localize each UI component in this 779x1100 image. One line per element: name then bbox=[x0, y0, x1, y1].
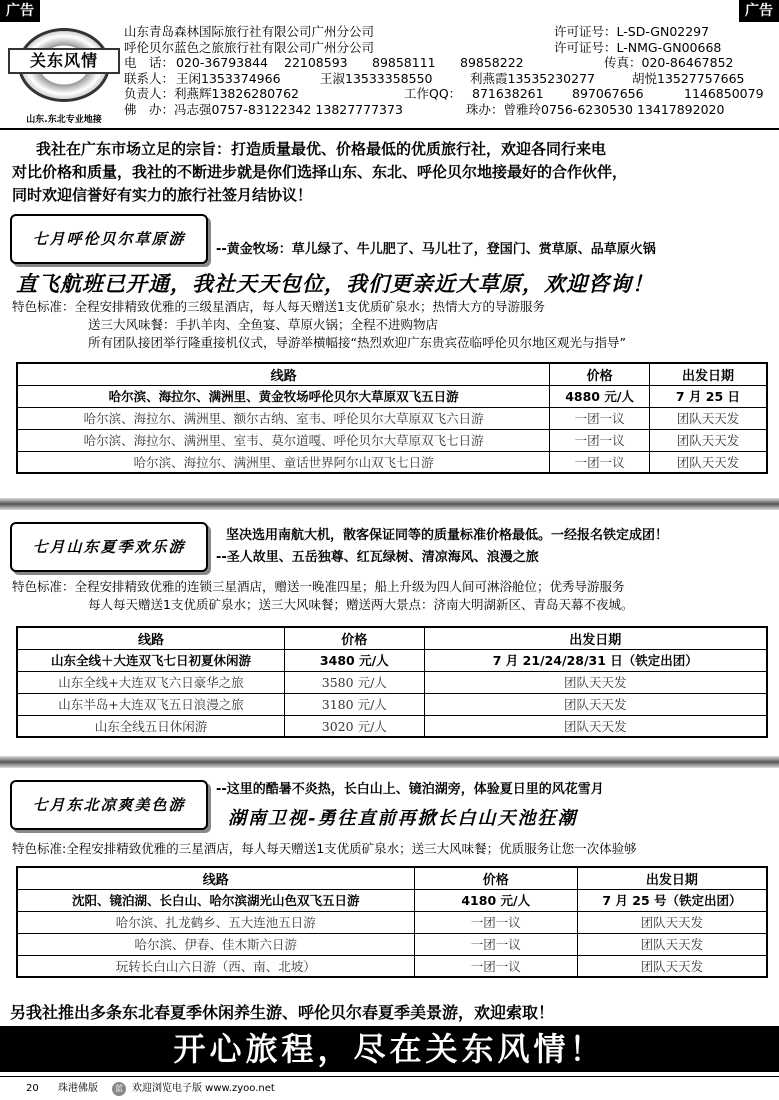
price-cell: 一团一议 bbox=[414, 955, 577, 977]
logo-name: 关东风情 bbox=[8, 48, 120, 74]
tour1-header-route: 线路 bbox=[17, 363, 550, 385]
price-cell: 一团一议 bbox=[414, 911, 577, 933]
intro-line-2: 对比价格和质量，我社的不断进步就是你们选择山东、东北、呼伦贝尔地接最好的合作伙伴， bbox=[12, 163, 628, 181]
tour1-feature-1: 特色标准：全程安排精致优雅的三级星酒店，每人每天赠送1支优质矿泉水；热情大方的导游服务 bbox=[12, 299, 545, 314]
tour1-banner: 七月呼伦贝尔草原游 bbox=[10, 214, 208, 264]
tour1-header-date: 出发日期 bbox=[649, 363, 767, 385]
qq-3: 1146850079 bbox=[684, 86, 764, 101]
tour2-tagline-1: 坚决选用南航大机，散客保证同等的质量标准价格最低。一经报名铁定成团！ bbox=[226, 528, 669, 543]
date-cell: 团队天天发 bbox=[424, 715, 767, 737]
contacts-label: 联系人： bbox=[124, 70, 175, 86]
table-row bbox=[17, 649, 767, 671]
price-cell: 3020 元/人 bbox=[285, 715, 425, 737]
table-row bbox=[17, 693, 767, 715]
price-cell: 4180 元/人 bbox=[414, 889, 577, 911]
date-cell: 7 月 21/24/28/31 日（铁定出团） bbox=[424, 649, 767, 671]
publication-name: 珠港佛版 bbox=[58, 1083, 98, 1094]
header bbox=[0, 22, 779, 130]
tour3-header-date: 出发日期 bbox=[577, 867, 767, 889]
tour1-feature-3: 所有团队接团举行隆重接机仪式，导游举横幅接“热烈欢迎广东贵宾莅临呼伦贝尔地区观光与指导” bbox=[88, 335, 626, 350]
website-link[interactable]: 欢迎浏览电子版 www.zyoo.net bbox=[132, 1083, 275, 1094]
tour1-tagline: --黄金牧场：草儿绿了、牛儿肥了、马儿壮了，登国门、赏草原、品草原火锅 bbox=[216, 242, 656, 257]
route-cell: 沈阳、镜泊湖、长白山、哈尔滨湖光山色双飞五日游 bbox=[17, 889, 414, 911]
tour3-header-route: 线路 bbox=[17, 867, 414, 889]
publication-badge: 蓝 bbox=[112, 1082, 126, 1096]
footer-note: 另我社推出多条东北春夏季休闲养生游、呼伦贝尔春夏季美景游，欢迎索取！ bbox=[10, 1003, 555, 1022]
phone-label: 电 话： bbox=[124, 55, 175, 70]
tour3-banner: 七月东北凉爽美色游 bbox=[10, 780, 208, 830]
route-cell: 哈尔滨、扎龙鹤乡、五大连池五日游 bbox=[17, 911, 414, 933]
phone-1: 020-36793844 bbox=[176, 55, 268, 70]
page-footer bbox=[0, 1076, 779, 1100]
date-cell: 团队天天发 bbox=[649, 451, 767, 473]
qq-1: 871638261 bbox=[472, 86, 544, 101]
table-row bbox=[17, 451, 767, 473]
price-cell: 一团一议 bbox=[550, 407, 650, 429]
license-2: 许可证号：L-NMG-GN00668 bbox=[554, 39, 722, 55]
tour2-route-table bbox=[16, 626, 768, 738]
table-row bbox=[17, 715, 767, 737]
tour2-header-price: 价格 bbox=[285, 627, 425, 649]
route-cell: 哈尔滨、海拉尔、满洲里、童话世界阿尔山双飞七日游 bbox=[17, 451, 550, 473]
contact-1: 王闲1353374966 bbox=[176, 70, 281, 86]
price-cell: 一团一议 bbox=[414, 933, 577, 955]
tour2-header-date: 出发日期 bbox=[424, 627, 767, 649]
phone-4: 89858222 bbox=[460, 55, 524, 70]
route-cell: 哈尔滨、海拉尔、满洲里、室韦、莫尔道嘎、呼伦贝尔大草原双飞七日游 bbox=[17, 429, 550, 451]
tour2-banner: 七月山东夏季欢乐游 bbox=[10, 522, 208, 572]
phone-2: 22108593 bbox=[284, 55, 348, 70]
motto-banner: 开心旅程，尽在关东风情！ bbox=[0, 1026, 779, 1072]
route-cell: 山东全线+大连双飞六日豪华之旅 bbox=[17, 671, 285, 693]
table-row bbox=[17, 955, 767, 977]
tour1-feature-2: 送三大风味餐：手扒羊肉、全鱼宴、草原火锅；全程不进购物店 bbox=[88, 317, 439, 332]
tour3-header-price: 价格 bbox=[414, 867, 577, 889]
price-cell: 4880 元/人 bbox=[550, 385, 650, 407]
price-cell: 一团一议 bbox=[550, 429, 650, 451]
tour3-tagline: --这里的酷暑不炎热，长白山上、镜泊湖旁，体验夏日里的风花雪月 bbox=[216, 782, 604, 797]
logo bbox=[8, 24, 120, 128]
price-cell: 一团一议 bbox=[550, 451, 650, 473]
route-cell: 哈尔滨、海拉尔、满洲里、额尔古纳、室韦、呼伦贝尔大草原双飞六日游 bbox=[17, 407, 550, 429]
tour2-feature-1: 特色标准：全程安排精致优雅的连锁三星酒店，赠送一晚准四星；船上升级为四人间可淋浴舱位；优秀导游服务 bbox=[12, 579, 625, 594]
page-number: 20 bbox=[26, 1083, 39, 1094]
license-1: 许可证号：L-SD-GN02297 bbox=[554, 24, 710, 39]
date-cell: 团队天天发 bbox=[577, 955, 767, 977]
table-row bbox=[17, 385, 767, 407]
tour3-features bbox=[12, 840, 777, 858]
intro-line-1: 我社在广东市场立足的宗旨：打造质量最优、价格最低的优质旅行社，欢迎各同行来电 bbox=[36, 140, 607, 158]
section-divider-1 bbox=[0, 498, 779, 510]
intro-line-3: 同时欢迎信誉好有实力的旅行社签月结协议！ bbox=[12, 186, 313, 204]
ad-label-left: 广告 bbox=[0, 0, 40, 22]
price-cell: 3480 元/人 bbox=[285, 649, 425, 671]
table-row bbox=[17, 429, 767, 451]
contact-3: 利燕霞13535230277 bbox=[470, 70, 595, 86]
date-cell: 团队天天发 bbox=[424, 693, 767, 715]
tour2-features bbox=[12, 578, 777, 614]
table-row bbox=[17, 911, 767, 933]
manager: 负责人：利燕辉13826280762 bbox=[124, 86, 299, 101]
route-cell: 山东全线五日休闲游 bbox=[17, 715, 285, 737]
tour3-feature-1: 特色标准:全程安排精致优雅的三星酒店，每人每天赠送1支优质矿泉水；送三大风味餐；优质服务让您一次体验够 bbox=[12, 841, 637, 856]
date-cell: 团队天天发 bbox=[649, 407, 767, 429]
route-cell: 山东全线＋大连双飞七日初夏休闲游 bbox=[17, 649, 285, 671]
date-cell: 7 月 25 日 bbox=[649, 385, 767, 407]
phone-3: 89858111 bbox=[372, 55, 436, 70]
tour3-route-table bbox=[16, 866, 768, 978]
table-row bbox=[17, 889, 767, 911]
tour1-route-table bbox=[16, 362, 768, 474]
tour1-slogan: 直飞航班已开通，我社天天包位，我们更亲近大草原，欢迎咨询！ bbox=[16, 271, 654, 296]
company-name-1: 山东青岛森林国际旅行社有限公司广州分公司 bbox=[124, 24, 375, 39]
tour1-header-price: 价格 bbox=[550, 363, 650, 385]
company-name-2: 呼伦贝尔蓝色之旅旅行社有限公司广州分公司 bbox=[124, 39, 375, 55]
company-info bbox=[124, 24, 776, 117]
qq-2: 897067656 bbox=[572, 86, 644, 101]
route-cell: 哈尔滨、海拉尔、满洲里、黄金牧场呼伦贝尔大草原双飞五日游 bbox=[17, 385, 550, 407]
table-row bbox=[17, 933, 767, 955]
contact-2: 王淑13533358550 bbox=[320, 70, 433, 86]
table-row bbox=[17, 671, 767, 693]
tour2-header-route: 线路 bbox=[17, 627, 285, 649]
fax: 传真：020-86467852 bbox=[604, 55, 734, 70]
date-cell: 团队天天发 bbox=[577, 933, 767, 955]
date-cell: 团队天天发 bbox=[577, 911, 767, 933]
tour2-feature-2: 每人每天赠送1支优质矿泉水；送三大风味餐；赠送两大景点：济南大明湖新区、青岛天幕不夜城。 bbox=[88, 597, 634, 612]
logo-subtitle: 山东.东北专业地接 bbox=[26, 115, 102, 125]
date-cell: 7 月 25 号（铁定出团） bbox=[577, 889, 767, 911]
foshan-office: 佛 办：冯志强0757-83122342 13827777373 bbox=[124, 101, 403, 117]
route-cell: 玩转长白山六日游（西、南、北坡） bbox=[17, 955, 414, 977]
intro-text bbox=[12, 138, 772, 207]
route-cell: 哈尔滨、伊春、佳木斯六日游 bbox=[17, 933, 414, 955]
ad-label-right: 广告 bbox=[739, 0, 779, 22]
table-row bbox=[17, 407, 767, 429]
route-cell: 山东半岛+大连双飞五日浪漫之旅 bbox=[17, 693, 285, 715]
tour2-tagline-2: --圣人故里、五岳独尊、红瓦绿树、清凉海风、浪漫之旅 bbox=[216, 550, 539, 565]
zhuhai-office: 珠办：曾雅玲0756-6230530 13417892020 bbox=[466, 101, 725, 117]
qq-label: 工作QQ： bbox=[404, 86, 462, 101]
section-divider-2 bbox=[0, 756, 779, 768]
date-cell: 团队天天发 bbox=[649, 429, 767, 451]
price-cell: 3580 元/人 bbox=[285, 671, 425, 693]
price-cell: 3180 元/人 bbox=[285, 693, 425, 715]
tour1-features bbox=[12, 298, 777, 352]
tour3-slogan: 湖南卫视-勇往直前再掀长白山天池狂潮 bbox=[228, 808, 578, 829]
date-cell: 团队天天发 bbox=[424, 671, 767, 693]
contact-4: 胡悦13527757665 bbox=[632, 70, 745, 86]
